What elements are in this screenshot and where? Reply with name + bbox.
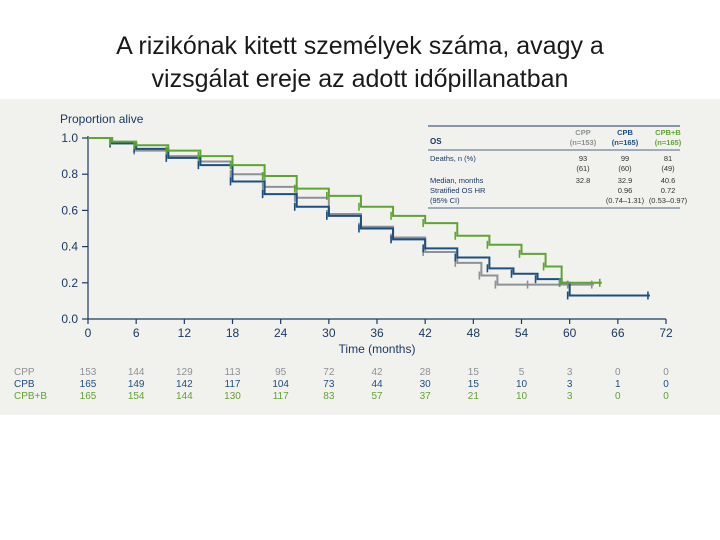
at-risk-row-name: CPB [14, 379, 35, 390]
x-tick-label: 30 [322, 326, 336, 340]
at-risk-value: 21 [467, 391, 479, 402]
at-risk-value: 83 [323, 391, 335, 402]
at-risk-value: 57 [371, 391, 383, 402]
inset-cell: (60) [618, 164, 632, 173]
slide-title-line-2: vizsgálat ereje az adott időpillanatban [151, 65, 569, 93]
at-risk-value: 30 [419, 379, 431, 390]
at-risk-value: 117 [224, 379, 241, 390]
at-risk-value: 1 [615, 379, 621, 390]
at-risk-value: 0 [663, 391, 669, 402]
inset-cell: (0.74–1.31) [605, 196, 645, 205]
x-tick-label: 12 [177, 326, 192, 340]
at-risk-value: 149 [127, 379, 145, 390]
inset-col-name: CPB+B [655, 128, 681, 137]
at-risk-value: 104 [272, 379, 290, 390]
at-risk-value: 72 [323, 367, 335, 378]
at-risk-value: 42 [371, 367, 383, 378]
slide-title [0, 30, 720, 96]
x-tick-label: 0 [84, 326, 92, 340]
inset-cell: 0.96 [617, 186, 633, 195]
inset-cell: 0.72 [660, 186, 676, 195]
at-risk-row-name: CPB+B [14, 391, 48, 402]
at-risk-value: 0 [615, 391, 621, 402]
at-risk-value: 15 [467, 379, 479, 390]
at-risk-value: 129 [175, 367, 193, 378]
at-risk-row-name: CPP [14, 367, 35, 378]
y-tick-label: 0.0 [61, 312, 78, 326]
x-tick-label: 42 [418, 326, 432, 340]
y-tick-label: 1.0 [61, 131, 78, 145]
series-line-CPP [88, 138, 594, 285]
inset-cell: (0.53–0.97) [648, 196, 688, 205]
at-risk-value: 153 [79, 367, 97, 378]
inset-cell: 93 [578, 154, 588, 163]
at-risk-value: 142 [175, 379, 193, 390]
y-tick-label: 0.6 [61, 203, 78, 218]
x-tick-label: 36 [370, 326, 384, 340]
x-tick-label: 24 [273, 326, 288, 340]
inset-col-n: (n=165) [611, 138, 639, 147]
at-risk-value: 130 [224, 391, 241, 402]
at-risk-value: 10 [515, 391, 528, 402]
at-risk-value: 0 [663, 379, 669, 390]
inset-row-header: OS [430, 137, 442, 146]
x-tick-label: 6 [132, 326, 140, 340]
y-tick-label: 0.8 [61, 167, 78, 182]
at-risk-value: 3 [566, 367, 573, 378]
inset-cell: (49) [661, 164, 675, 173]
x-axis-label: Time (months) [338, 342, 416, 356]
at-risk-value: 154 [127, 391, 145, 402]
y-axis-label: Proportion alive [60, 112, 144, 126]
inset-row-label: Median, months [430, 176, 484, 185]
inset-row-label: (95% CI) [430, 196, 460, 205]
inset-cell: 32.9 [617, 176, 633, 185]
x-tick-label: 18 [225, 326, 240, 340]
at-risk-value: 144 [127, 367, 145, 378]
at-risk-value: 0 [663, 367, 669, 378]
at-risk-value: 165 [79, 391, 97, 402]
at-risk-value: 113 [224, 367, 241, 378]
x-tick-label: 48 [466, 326, 481, 340]
inset-col-name: CPP [575, 128, 591, 137]
x-tick-label: 66 [611, 326, 625, 340]
at-risk-value: 144 [175, 391, 193, 402]
inset-col-n: (n=165) [654, 138, 682, 147]
at-risk-value: 95 [275, 367, 287, 378]
x-tick-label: 60 [562, 326, 577, 340]
series-line-CPB [88, 138, 650, 295]
at-risk-value: 37 [419, 391, 431, 402]
slide-title-line-1: A rizikónak kitett személyek száma, avagy a [116, 32, 604, 60]
series-line-CPB+B [88, 138, 602, 283]
km-chart [0, 99, 720, 415]
at-risk-value: 10 [515, 379, 528, 390]
inset-cell: (61) [576, 164, 590, 173]
inset-cell: 81 [663, 154, 673, 163]
at-risk-value: 73 [323, 379, 335, 390]
at-risk-value: 3 [566, 379, 573, 390]
y-tick-label: 0.2 [61, 275, 78, 290]
inset-row-label: Deaths, n (%) [430, 154, 476, 163]
km-figure [0, 99, 720, 415]
at-risk-value: 117 [272, 391, 289, 402]
at-risk-value: 15 [467, 367, 479, 378]
at-risk-value: 44 [371, 379, 383, 390]
at-risk-value: 0 [615, 367, 621, 378]
inset-col-n: (n=153) [569, 138, 597, 147]
at-risk-value: 3 [566, 391, 573, 402]
x-tick-label: 54 [514, 326, 529, 340]
inset-cell: 40.6 [660, 176, 676, 185]
at-risk-value: 5 [518, 367, 525, 378]
y-tick-label: 0.4 [61, 239, 78, 254]
at-risk-value: 28 [419, 367, 431, 378]
at-risk-value: 165 [79, 379, 97, 390]
inset-col-name: CPB [617, 128, 633, 137]
inset-cell: 32.8 [575, 176, 591, 185]
inset-row-label: Stratified OS HR [430, 186, 486, 195]
inset-cell: 99 [620, 154, 630, 163]
x-tick-label: 72 [659, 326, 673, 340]
